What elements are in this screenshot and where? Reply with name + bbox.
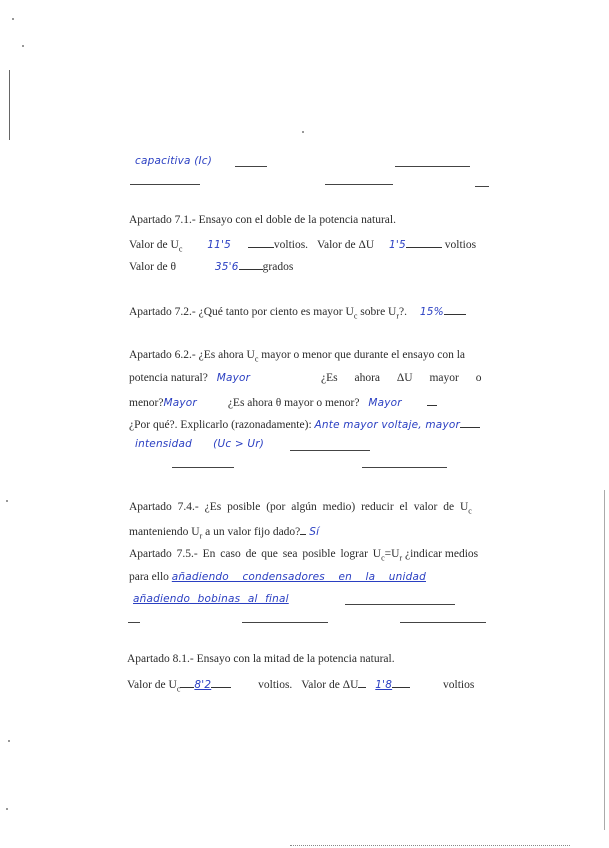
volts-label: voltios. bbox=[273, 239, 309, 251]
uc-label-8: Valor de U bbox=[127, 679, 177, 691]
means-answer-2: añadiendo bobinas al final bbox=[133, 593, 289, 605]
means-answer-1: añadiendo condensadores en la unidad bbox=[171, 571, 426, 583]
answer-line bbox=[300, 523, 306, 535]
theta-label: Valor de θ bbox=[129, 261, 177, 273]
uc-label: Valor de U bbox=[129, 239, 179, 251]
answer-line bbox=[345, 604, 455, 605]
section-6-2-line-4 bbox=[129, 416, 480, 432]
section-7-4-text-3: a un valor fijo dado? bbox=[202, 526, 301, 538]
answer-line bbox=[290, 450, 370, 451]
section-7-1-row-1 bbox=[129, 236, 476, 256]
answer-line bbox=[211, 676, 231, 688]
section-7-5-text: Apartado 7.5.- En caso de que sea posible lograr U bbox=[129, 548, 382, 560]
explanation-answer-2: intensidad (Uc > Ur) bbox=[135, 438, 265, 450]
volts-label-2: voltios bbox=[444, 239, 477, 251]
du-answer-8: 1'8 bbox=[375, 679, 393, 691]
subscript: c bbox=[254, 354, 259, 364]
section-7-4-text: Apartado 7.4.- ¿Es posible (por algún medio) reducir el valor de U bbox=[129, 501, 469, 513]
answer-line bbox=[395, 166, 470, 167]
section-7-2-text-3: ?. bbox=[399, 306, 408, 318]
subscript: r bbox=[396, 311, 400, 321]
top-answer-line bbox=[135, 154, 212, 168]
answer-line bbox=[406, 236, 442, 248]
volts-label-8: voltios. bbox=[258, 679, 293, 691]
uc-subscript: c bbox=[178, 244, 183, 254]
section-6-2-line-1 bbox=[129, 348, 465, 366]
subscript: c bbox=[381, 553, 385, 563]
section-7-5-line-3 bbox=[133, 592, 289, 606]
theta-greater-answer: Mayor bbox=[368, 397, 402, 409]
section-7-4-line-1 bbox=[129, 500, 472, 518]
section-8-1-title-text: Apartado 8.1.- Ensayo con la mitad de la potencia natural. bbox=[127, 653, 395, 665]
subscript: r bbox=[199, 531, 203, 541]
section-7-4-line-2 bbox=[129, 523, 319, 543]
section-6-2-question-c: menor? bbox=[129, 397, 164, 409]
section-6-2-question-b: ¿Es ahora ΔU mayor o bbox=[321, 372, 482, 384]
du-label-8: Valor de ΔU bbox=[301, 679, 359, 691]
answer-line bbox=[392, 676, 410, 688]
section-7-4-text-2: manteniendo U bbox=[129, 526, 200, 538]
answer-line bbox=[172, 467, 234, 468]
section-6-2-text: Apartado 6.2.- ¿Es ahora U bbox=[129, 349, 255, 361]
handwritten-answer: capacitiva (Ic) bbox=[135, 155, 213, 167]
du-greater-answer: Mayor bbox=[163, 397, 197, 409]
section-7-1-title-text: Apartado 7.1.- Ensayo con el doble de la potencia natural. bbox=[129, 214, 396, 226]
answer-line bbox=[239, 258, 263, 270]
section-7-1-row-2 bbox=[129, 258, 293, 274]
subscript: r bbox=[399, 553, 403, 563]
right-scan-edge bbox=[604, 490, 605, 830]
bottom-rule bbox=[290, 845, 570, 846]
section-6-2-line-2 bbox=[129, 371, 493, 385]
explain-prompt: ¿Por qué?. Explicarlo (razonadamente): bbox=[129, 419, 312, 431]
subscript: c bbox=[468, 506, 472, 516]
scan-mark bbox=[302, 131, 304, 133]
answer-line bbox=[358, 676, 366, 688]
answer-line bbox=[325, 184, 393, 185]
section-6-2-line-3 bbox=[129, 394, 437, 410]
section-6-2-question: potencia natural? bbox=[129, 372, 208, 384]
section-8-1-title bbox=[127, 652, 395, 666]
theta-answer: 35'6 bbox=[214, 261, 239, 273]
uc-answer-8: 8'2 bbox=[194, 679, 212, 691]
section-7-1-title bbox=[129, 213, 396, 227]
subscript: c bbox=[353, 311, 358, 321]
scan-mark bbox=[22, 45, 24, 47]
volts-label-8b: voltios bbox=[443, 679, 475, 691]
section-6-2-text-b: mayor o menor que durante el ensayo con la bbox=[258, 349, 465, 361]
answer-line bbox=[128, 622, 140, 623]
scan-mark bbox=[6, 808, 8, 810]
scan-mark bbox=[6, 500, 8, 502]
subscript: c bbox=[176, 684, 181, 694]
scan-mark bbox=[8, 740, 10, 742]
answer-line bbox=[242, 622, 328, 623]
degrees-label: grados bbox=[262, 261, 294, 273]
scan-mark bbox=[12, 18, 14, 20]
section-7-5-line-2 bbox=[129, 570, 426, 584]
du-label: Valor de ΔU bbox=[316, 239, 375, 251]
possible-answer: Sí bbox=[309, 526, 320, 538]
section-7-2 bbox=[129, 303, 466, 323]
answer-line bbox=[130, 184, 200, 185]
section-7-5-text-b: =U bbox=[384, 548, 400, 560]
section-8-1-row bbox=[127, 676, 474, 696]
section-7-5-text-2: para ello bbox=[129, 571, 169, 583]
answer-line bbox=[235, 166, 267, 167]
section-7-2-text: Apartado 7.2.- ¿Qué tanto por ciento es mayor U bbox=[129, 306, 354, 318]
section-7-5-text-c: ¿indicar medios bbox=[402, 548, 479, 560]
answer-line bbox=[460, 416, 480, 428]
answer-line bbox=[362, 467, 447, 468]
section-6-2-question-d: ¿Es ahora θ mayor o menor? bbox=[227, 397, 360, 409]
section-6-2-line-5 bbox=[135, 437, 264, 451]
answer-line bbox=[427, 394, 437, 406]
answer-line bbox=[444, 303, 466, 315]
percent-answer: 15% bbox=[419, 306, 444, 318]
section-7-2-text-2: sobre U bbox=[357, 306, 397, 318]
answer-line bbox=[400, 622, 486, 623]
section-7-5-line-1 bbox=[129, 547, 478, 565]
left-scan-edge bbox=[9, 70, 10, 140]
du-answer: 1'5 bbox=[389, 239, 406, 251]
answer-line bbox=[248, 236, 274, 248]
uc-answer: 11'5 bbox=[207, 239, 231, 251]
answer-line bbox=[180, 676, 194, 688]
answer-line bbox=[475, 186, 489, 187]
explanation-answer: Ante mayor voltaje, mayor bbox=[314, 419, 460, 431]
uc-greater-answer: Mayor bbox=[216, 372, 251, 384]
